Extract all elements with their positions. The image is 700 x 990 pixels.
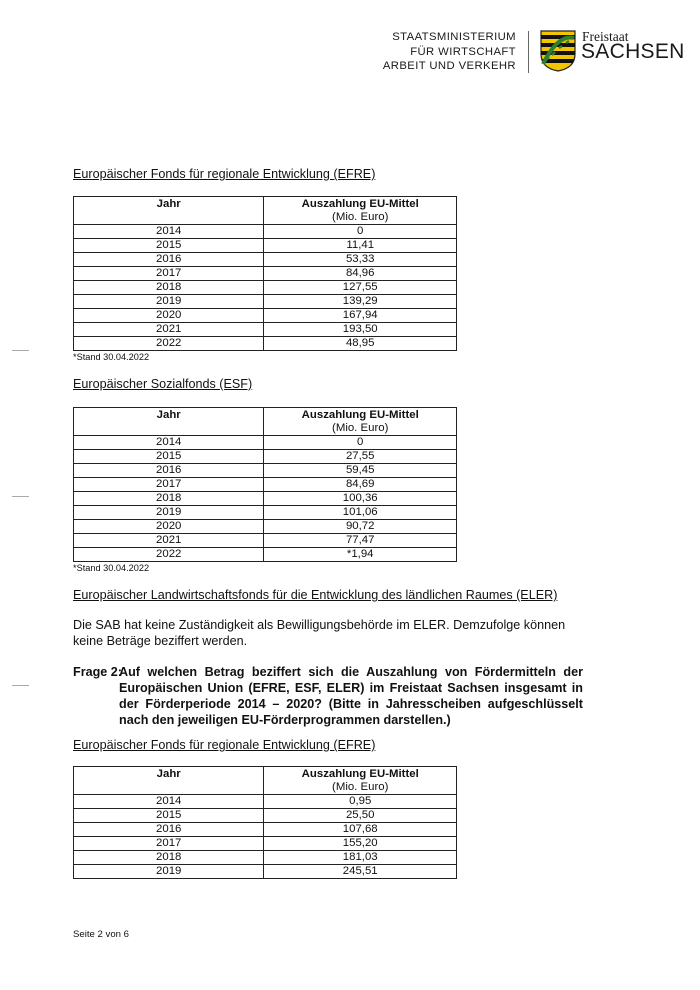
year-cell: 2021 [74, 534, 264, 548]
footnote-efre: *Stand 30.04.2022 [73, 352, 150, 362]
year-cell: 2022 [74, 337, 264, 351]
ministry-line-1: STAATSMINISTERIUM [392, 31, 516, 43]
value-cell: 84,69 [264, 478, 457, 492]
table-row [74, 823, 457, 837]
efre-answer-payout-table [73, 766, 457, 879]
margin-mark [12, 350, 29, 351]
column-header-year: Jahr [74, 767, 264, 795]
year-cell: 2015 [74, 809, 264, 823]
value-cell: 127,55 [264, 281, 457, 295]
year-cell: 2019 [74, 865, 264, 879]
table-row [74, 520, 457, 534]
section-heading-efre: Europäischer Fonds für regionale Entwicklung (EFRE) [73, 167, 376, 181]
eler-paragraph: Die SAB hat keine Zuständigkeit als Bewilligungsbehörde im ELER. Demzufolge können keine Beträge beziffert werden. [73, 618, 566, 648]
year-cell: 2016 [74, 823, 264, 837]
table-row [74, 267, 457, 281]
year-cell: 2016 [74, 253, 264, 267]
table-header-row [74, 767, 457, 795]
value-cell: 193,50 [264, 323, 457, 337]
value-cell: 100,36 [264, 492, 457, 506]
table-row [74, 809, 457, 823]
margin-mark [12, 496, 29, 497]
year-cell: 2016 [74, 464, 264, 478]
question-text: Auf welchen Betrag beziffert sich die Auszahlung von Fördermitteln der Europäischen Union (EFRE, ESF, ELER) im Freistaat Sachsen insgesamt in der Förderperiode 2014 – 2020? (Bitte in Jahresscheiben aufgeschlüsselt nach den jeweiligen EU-Förderprogrammen darstellen.) [119, 665, 583, 727]
freistaat-label: Freistaat [582, 29, 629, 44]
value-cell: 0 [264, 225, 457, 239]
value-cell: 0 [264, 436, 457, 450]
margin-mark [12, 685, 29, 686]
table-header-row [74, 408, 457, 436]
value-cell: 181,03 [264, 851, 457, 865]
value-cell: 84,96 [264, 267, 457, 281]
table-row [74, 337, 457, 351]
footnote-esf: *Stand 30.04.2022 [73, 563, 150, 573]
year-cell: 2019 [74, 295, 264, 309]
value-cell: 90,72 [264, 520, 457, 534]
table-row [74, 464, 457, 478]
value-cell: 167,94 [264, 309, 457, 323]
table-row [74, 795, 457, 809]
column-header-payout: Auszahlung EU-Mittel (Mio. Euro) [264, 767, 457, 795]
value-cell: *1,94 [264, 548, 457, 562]
table-row [74, 837, 457, 851]
esf-payout-table [73, 407, 457, 562]
year-cell: 2014 [74, 225, 264, 239]
value-cell: 139,29 [264, 295, 457, 309]
section-heading-efre-answer: Europäischer Fonds für regionale Entwicklung (EFRE) [73, 738, 376, 752]
value-cell: 59,45 [264, 464, 457, 478]
year-cell: 2017 [74, 837, 264, 851]
table-row [74, 506, 457, 520]
section-heading-eler: Europäischer Landwirtschaftsfonds für die Entwicklung des ländlichen Raumes (ELER) [73, 588, 558, 602]
value-cell: 155,20 [264, 837, 457, 851]
year-cell: 2017 [74, 267, 264, 281]
value-cell: 27,55 [264, 450, 457, 464]
year-cell: 2018 [74, 851, 264, 865]
page-number: Seite 2 von 6 [73, 929, 130, 940]
year-cell: 2018 [74, 281, 264, 295]
year-cell: 2014 [74, 436, 264, 450]
year-cell: 2019 [74, 506, 264, 520]
saxony-coat-of-arms-icon [540, 30, 576, 72]
table-row [74, 253, 457, 267]
header-divider [528, 31, 529, 73]
year-cell: 2014 [74, 795, 264, 809]
year-cell: 2021 [74, 323, 264, 337]
ministry-line-2: FÜR WIRTSCHAFT [410, 45, 516, 58]
value-cell: 25,50 [264, 809, 457, 823]
value-cell: 107,68 [264, 823, 457, 837]
value-cell: 77,47 [264, 534, 457, 548]
year-cell: 2020 [74, 309, 264, 323]
table-row [74, 492, 457, 506]
table-row [74, 534, 457, 548]
value-cell: 101,06 [264, 506, 457, 520]
table-row [74, 450, 457, 464]
year-cell: 2018 [74, 492, 264, 506]
efre-payout-table [73, 196, 457, 351]
table-row [74, 478, 457, 492]
value-cell: 53,33 [264, 253, 457, 267]
value-cell: 245,51 [264, 865, 457, 879]
table-row [74, 239, 457, 253]
table-row [74, 851, 457, 865]
value-cell: 11,41 [264, 239, 457, 253]
table-row [74, 436, 457, 450]
section-heading-esf: Europäischer Sozialfonds (ESF) [73, 377, 253, 391]
ministry-name [380, 30, 516, 74]
column-header-year: Jahr [74, 197, 264, 225]
column-header-year: Jahr [74, 408, 264, 436]
table-row [74, 865, 457, 879]
value-cell: 0,95 [264, 795, 457, 809]
ministry-line-3: ARBEIT UND VERKEHR [382, 60, 516, 72]
question-label: Frage 2: [73, 665, 122, 679]
table-row [74, 548, 457, 562]
table-row [74, 281, 457, 295]
year-cell: 2015 [74, 239, 264, 253]
column-header-payout: Auszahlung EU-Mittel (Mio. Euro) [264, 197, 457, 225]
year-cell: 2015 [74, 450, 264, 464]
value-cell: 48,95 [264, 337, 457, 351]
table-header-row [74, 197, 457, 225]
table-row [74, 323, 457, 337]
year-cell: 2020 [74, 520, 264, 534]
table-row [74, 225, 457, 239]
table-row [74, 309, 457, 323]
year-cell: 2017 [74, 478, 264, 492]
column-header-payout: Auszahlung EU-Mittel (Mio. Euro) [264, 408, 457, 436]
sachsen-label: SACHSEN [581, 40, 685, 63]
year-cell: 2022 [74, 548, 264, 562]
table-row [74, 295, 457, 309]
